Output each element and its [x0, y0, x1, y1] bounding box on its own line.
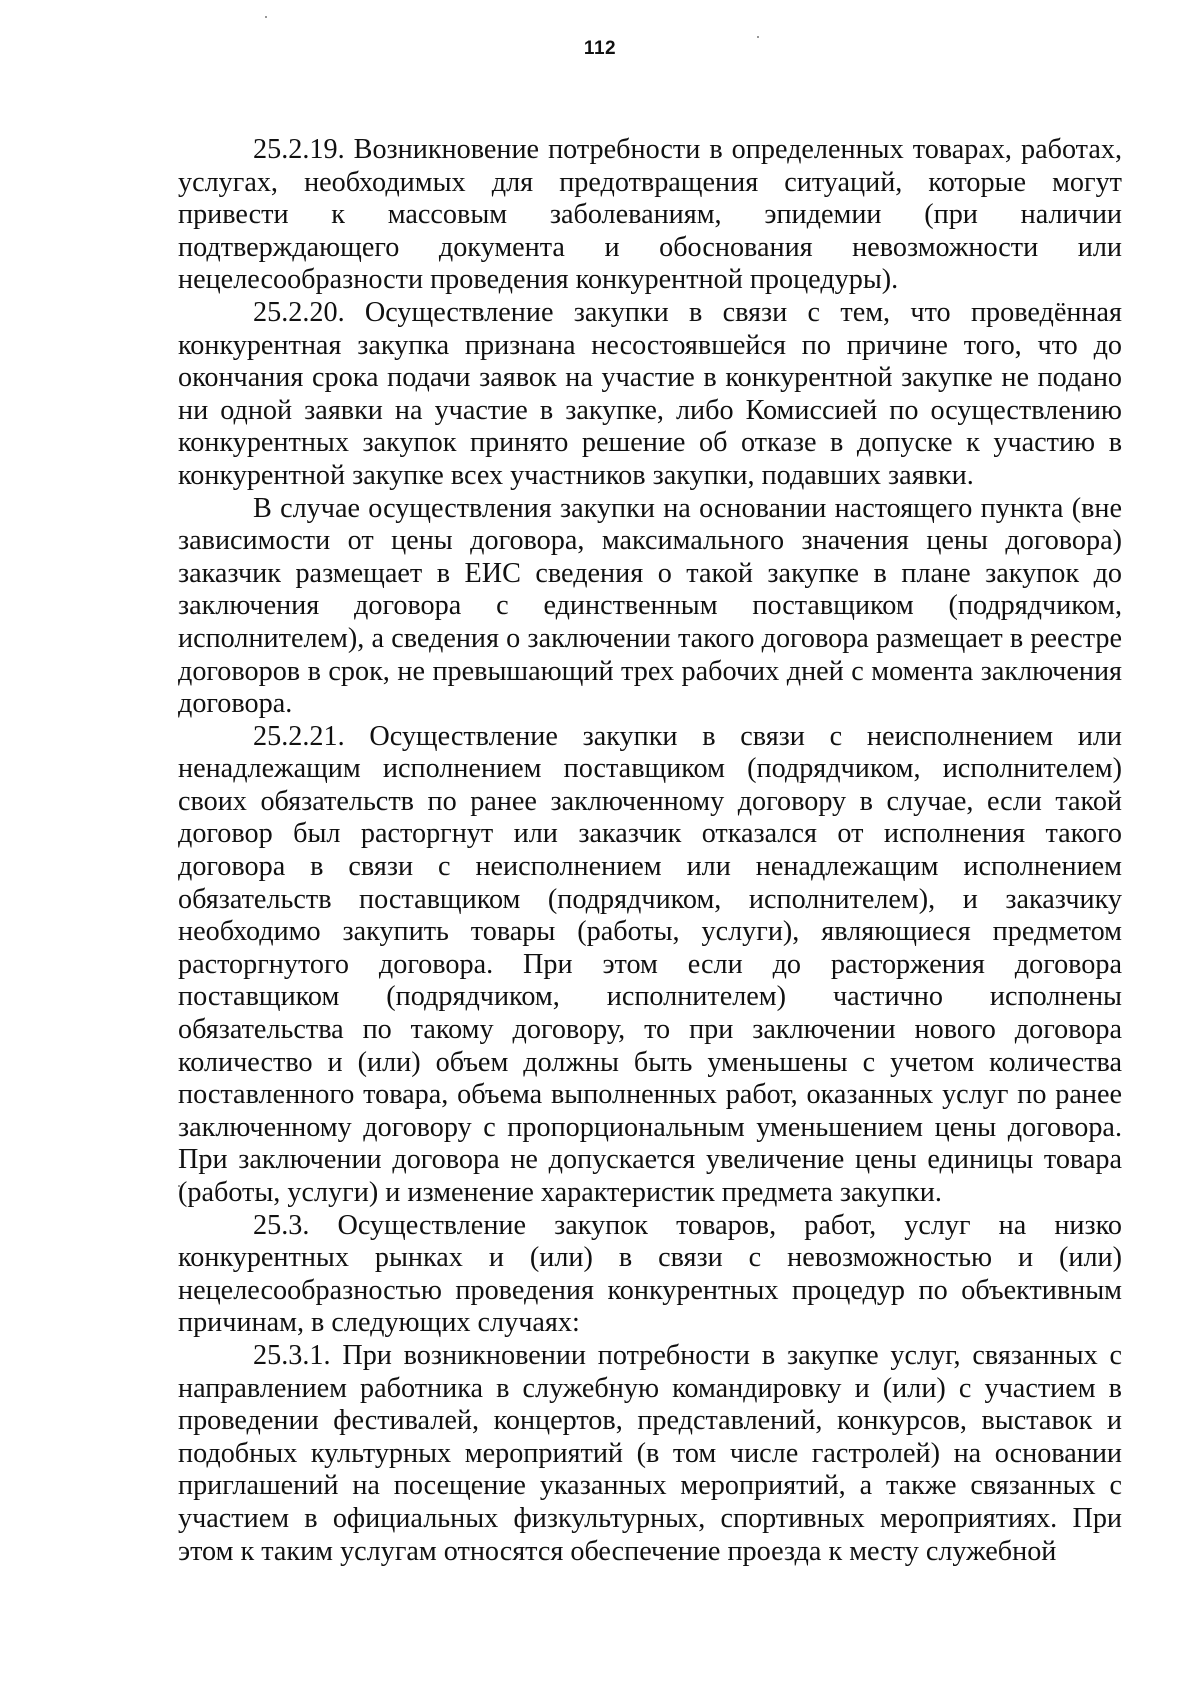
paragraph-25-3-1: 25.3.1. При возникновении потребности в закупке услуг, связанных с направлением работника в служебную командировку и (или) с участием в проведении фестивалей, концертов, представлений, конкурсов, выставок и подобных культурных мероприятий (в том числе гастролей) на основании приглашений на посещение указанных мероприятий, а также связанных с участием в официальных физкультурных, спортивных мероприятиях. При этом к таким услугам относятся обеспечение проезда к месту служебной — [178, 1339, 1122, 1567]
paragraph-25-2-21: 25.2.21. Осуществление закупки в связи с неисполнением или ненадлежащим исполнением поставщиком (подрядчиком, исполнителем) своих обязательств по ранее заключенному договору в случае, если такой договор был расторгнут или заказчик отказался от исполнения такого договора в связи с неисполнением или ненадлежащим исполнением обязательств поставщиком (подрядчиком, исполнителем), и заказчику необходимо закупить товары (работы, услуги), являющиеся предметом расторгнутого договора. При этом если до расторжения договора поставщиком (подрядчиком, исполнителем) частично исполнены обязательства по такому договору, то при заключении нового договора количество и (или) объем должны быть уменьшены с учетом количества поставленного товара, объема выполненных работ, оказанных услуг по ранее заключенному договору с пропорциональным уменьшением цены договора. При заключении договора не допускается увеличение цены единицы товара (работы, услуги) и изменение характеристик предмета закупки. — [178, 720, 1122, 1208]
paragraph-25-2-19: 25.2.19. Возникновение потребности в определенных товарах, работах, услугах, необходимых для предотвращения ситуаций, которые могут привести к массовым заболеваниям, эпидемии (при наличии подтверждающего документа и обоснования невозможности или нецелесообразности проведения конкурентной процедуры). — [178, 134, 1122, 296]
paragraph-25-3: 25.3. Осуществление закупок товаров, работ, услуг на низко конкурентных рынках и (или) в связи с невозможностью и (или) нецелесообразностью проведения конкурентных процедур по объективным причинам, в следующих случаях: — [178, 1209, 1122, 1339]
paragraph-25-2-20-note: В случае осуществления закупки на основании настоящего пункта (вне зависимости от цены договора, максимального значения цены договора) заказчик размещает в ЕИС сведения о такой закупке в плане закупок до заключения договора с единственным поставщиком (подрядчиком, исполнителем), а сведения о заключении такого договора размещает в реестре договоров в срок, не превышающий трех рабочих дней с момента заключения договора. — [178, 492, 1122, 720]
scan-speck — [265, 16, 267, 18]
document-body — [178, 134, 1122, 1568]
paragraph-25-2-20: 25.2.20. Осуществление закупки в связи с тем, что проведённая конкурентная закупка признана несостоявшейся по причине того, что до окончания срока подачи заявок на участие в конкурентной закупке не подано ни одной заявки на участие в закупке, либо Комиссией по осуществлению конкурентных закупок принято решение об отказе в допуске к участию в конкурентной закупке всех участников закупки, подавших заявки. — [178, 296, 1122, 491]
page-number: 112 — [583, 38, 617, 59]
